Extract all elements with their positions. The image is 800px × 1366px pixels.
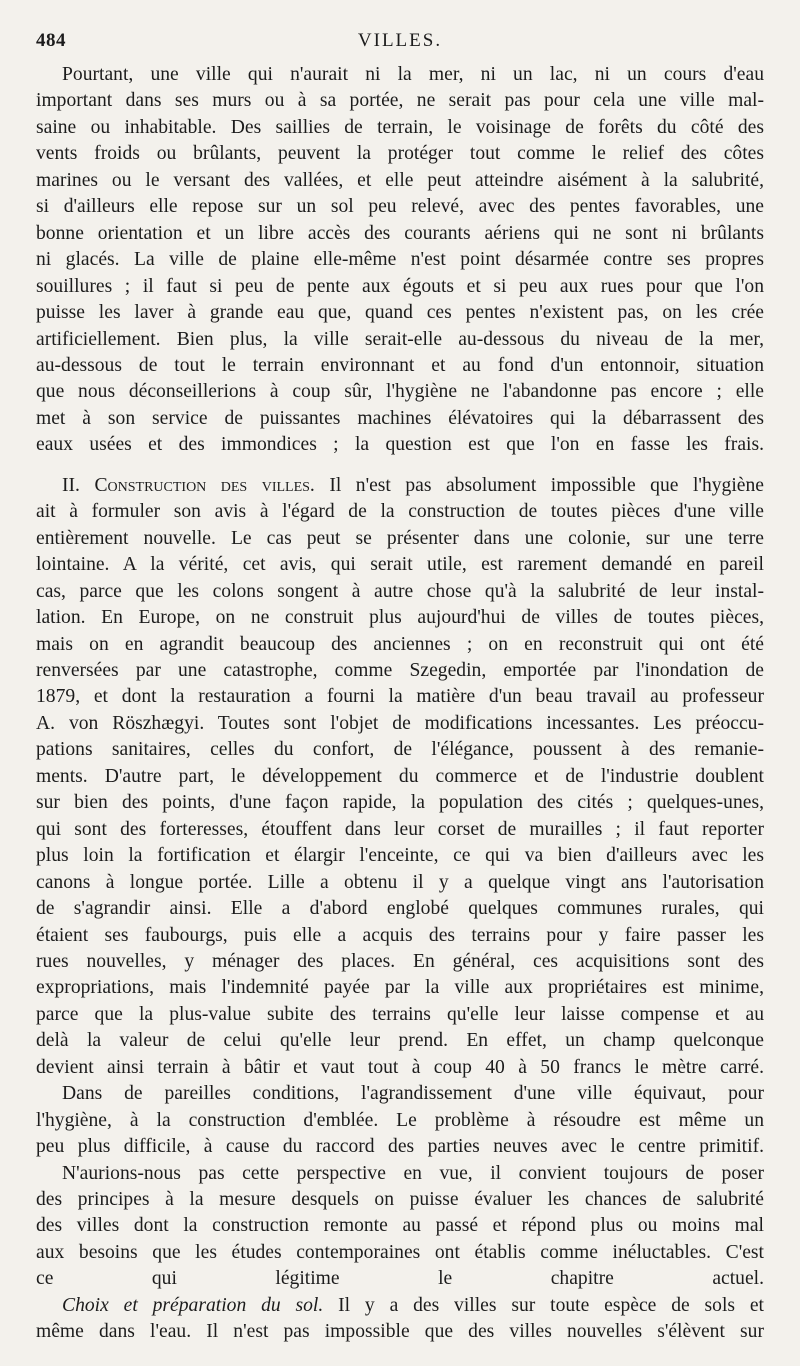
text-line: au-dessous de tout le terrain environnant et au fond d'un entonnoir, situation xyxy=(36,354,764,376)
text-line: devient ainsi terrain à bâtir et vaut tout à coup 40 à 50 francs le mètre carré. xyxy=(36,1056,764,1078)
text-line: mais on en agrandit beaucoup des anciennes ; on en reconstruit qui ont été xyxy=(36,633,764,655)
text-line: plus loin la fortification et élargir l'enceinte, ce qui va bien d'ailleurs avec les xyxy=(36,845,764,867)
text-line: étaient ses faubourgs, puis elle a acquis des terrains pour y faire passer les xyxy=(36,924,764,946)
paragraph-1 xyxy=(36,62,764,459)
text-line: vents froids ou brûlants, peuvent la protéger tout comme le relief des côtes xyxy=(36,143,764,165)
text-line: des principes à la mesure desquels on puisse évaluer les chances de salubrité xyxy=(36,1189,764,1211)
text-line: rues nouvelles, y ménager des places. En général, ces acquisitions sont des xyxy=(36,950,764,972)
paragraph-2 xyxy=(36,473,764,1081)
text-line: parce que la plus-value subite des terrains qu'elle leur laisse compense et au xyxy=(36,1003,764,1025)
text-line: canons à longue portée. Lille a obtenu il y a quelque vingt ans l'autorisation xyxy=(36,871,764,893)
subsection-heading: Choix et préparation du sol. xyxy=(62,1294,324,1316)
paragraph-5 xyxy=(36,1293,764,1346)
text-line: eaux usées et des immondices ; la question est que l'on en fasse les frais. xyxy=(36,434,764,456)
text-line-section-heading: II. Construction des villes. Il n'est pas absolument impossible que l'hygiène xyxy=(62,474,764,496)
text-line: met à son service de puissantes machines élévatoires qui la débarrassent des xyxy=(36,407,764,429)
text-line: saine ou inhabitable. Des saillies de terrain, le voisinage de forêts du côté des xyxy=(36,116,764,138)
text-line: ni glacés. La ville de plaine elle-même n'est point désarmée contre ses propres xyxy=(36,249,764,271)
text-line: expropriations, mais l'indemnité payée par la ville aux propriétaires est minime, xyxy=(36,977,764,999)
text-line: pations sanitaires, celles du confort, de l'élégance, poussent à des remanie- xyxy=(36,739,764,761)
paragraph-4 xyxy=(36,1161,764,1293)
section-number: II. xyxy=(62,474,95,496)
text-line: sur bien des points, d'une façon rapide, la population des cités ; quelques-unes, xyxy=(36,792,764,814)
text-line: si d'ailleurs elle repose sur un sol peu relevé, avec des pentes favorables, une xyxy=(36,196,764,218)
text-line: N'aurions-nous pas cette perspective en vue, il convient toujours de poser xyxy=(62,1162,764,1184)
text-line: marines ou le versant des vallées, et elle peut atteindre aisément à la salubrité, xyxy=(36,169,764,191)
paragraph-gap xyxy=(36,459,764,473)
text-line: Dans de pareilles conditions, l'agrandissement d'une ville équivaut, pour xyxy=(62,1083,764,1105)
text-line: A. von Röszhægyi. Toutes sont l'objet de modifications incessantes. Les préoccu- xyxy=(36,712,764,734)
text-line: important dans ses murs ou à sa portée, ne serait pas pour cela une ville mal- xyxy=(36,90,764,112)
text-line: que nous déconseillerions à coup sûr, l'hygiène ne l'abandonne pas encore ; elle xyxy=(36,381,764,403)
section-heading: Construction des villes. xyxy=(94,474,315,496)
text-line: souillures ; il faut si peu de pente aux égouts et si peu aux rues pour que l'on xyxy=(36,275,764,297)
text-line: Pourtant, une ville qui n'aurait ni la mer, ni un lac, ni un cours d'eau xyxy=(62,64,764,85)
text-line: puisse les laver à grande eau que, quand ces pentes n'existent pas, on les crée xyxy=(36,302,764,324)
paragraph-3 xyxy=(36,1081,764,1160)
running-title: VILLES. xyxy=(357,30,443,51)
text-line: ce qui légitime le chapitre actuel. xyxy=(36,1268,764,1290)
text-line: de s'agrandir ainsi. Elle a d'abord englobé quelques communes rurales, qui xyxy=(36,898,764,920)
text-line: ments. D'autre part, le développement du commerce et de l'industrie doublent xyxy=(36,765,764,787)
text-line: qui sont des forteresses, étouffent dans leur corset de murailles ; il faut reporter xyxy=(36,818,764,840)
text-line: lointaine. A la vérité, cet avis, qui serait utile, est rarement demandé en pareil xyxy=(36,554,764,576)
text-line: aux besoins que les études contemporaines ont établis comme inéluctables. C'est xyxy=(36,1241,764,1263)
text-line-section-heading: Choix et préparation du sol. Il y a des villes sur toute espèce de sols et xyxy=(62,1294,764,1316)
page-body xyxy=(36,62,764,1346)
page-header xyxy=(36,30,764,56)
text-line: des villes dont la construction remonte au passé et répond plus ou moins mal xyxy=(36,1215,764,1237)
text-line: entièrement nouvelle. Le cas peut se présenter dans une colonie, sur une terre xyxy=(36,527,764,549)
text-line: lation. En Europe, on ne construit plus aujourd'hui de villes de toutes pièces, xyxy=(36,607,764,629)
text-line: l'hygiène, à la construction d'emblée. Le problème à résoudre est même un xyxy=(36,1109,764,1131)
text-line: renversées par une catastrophe, comme Szegedin, emportée par l'inondation de xyxy=(36,659,764,681)
text-line: peu plus difficile, à cause du raccord des parties neuves avec le centre primitif. xyxy=(36,1136,764,1158)
page-number: 484 xyxy=(36,30,66,51)
text-line: même dans l'eau. Il n'est pas impossible que des villes nouvelles s'élèvent sur xyxy=(36,1321,764,1343)
text-line: ait à formuler son avis à l'égard de la construction de toutes pièces d'une ville xyxy=(36,501,764,523)
text-line: bonne orientation et un libre accès des courants aériens qui ne sont ni brûlants xyxy=(36,222,764,244)
text-line: cas, parce que les colons songent à autre chose qu'à la salubrité de leur instal- xyxy=(36,580,764,602)
text-line: delà la valeur de celui qu'elle leur prend. En effet, un champ quelconque xyxy=(36,1030,764,1052)
text-line: 1879, et dont la restauration a fourni la matière d'un beau travail au professeur xyxy=(36,686,764,708)
text-line: artificiellement. Bien plus, la ville serait-elle au-dessous du niveau de la mer, xyxy=(36,328,764,350)
